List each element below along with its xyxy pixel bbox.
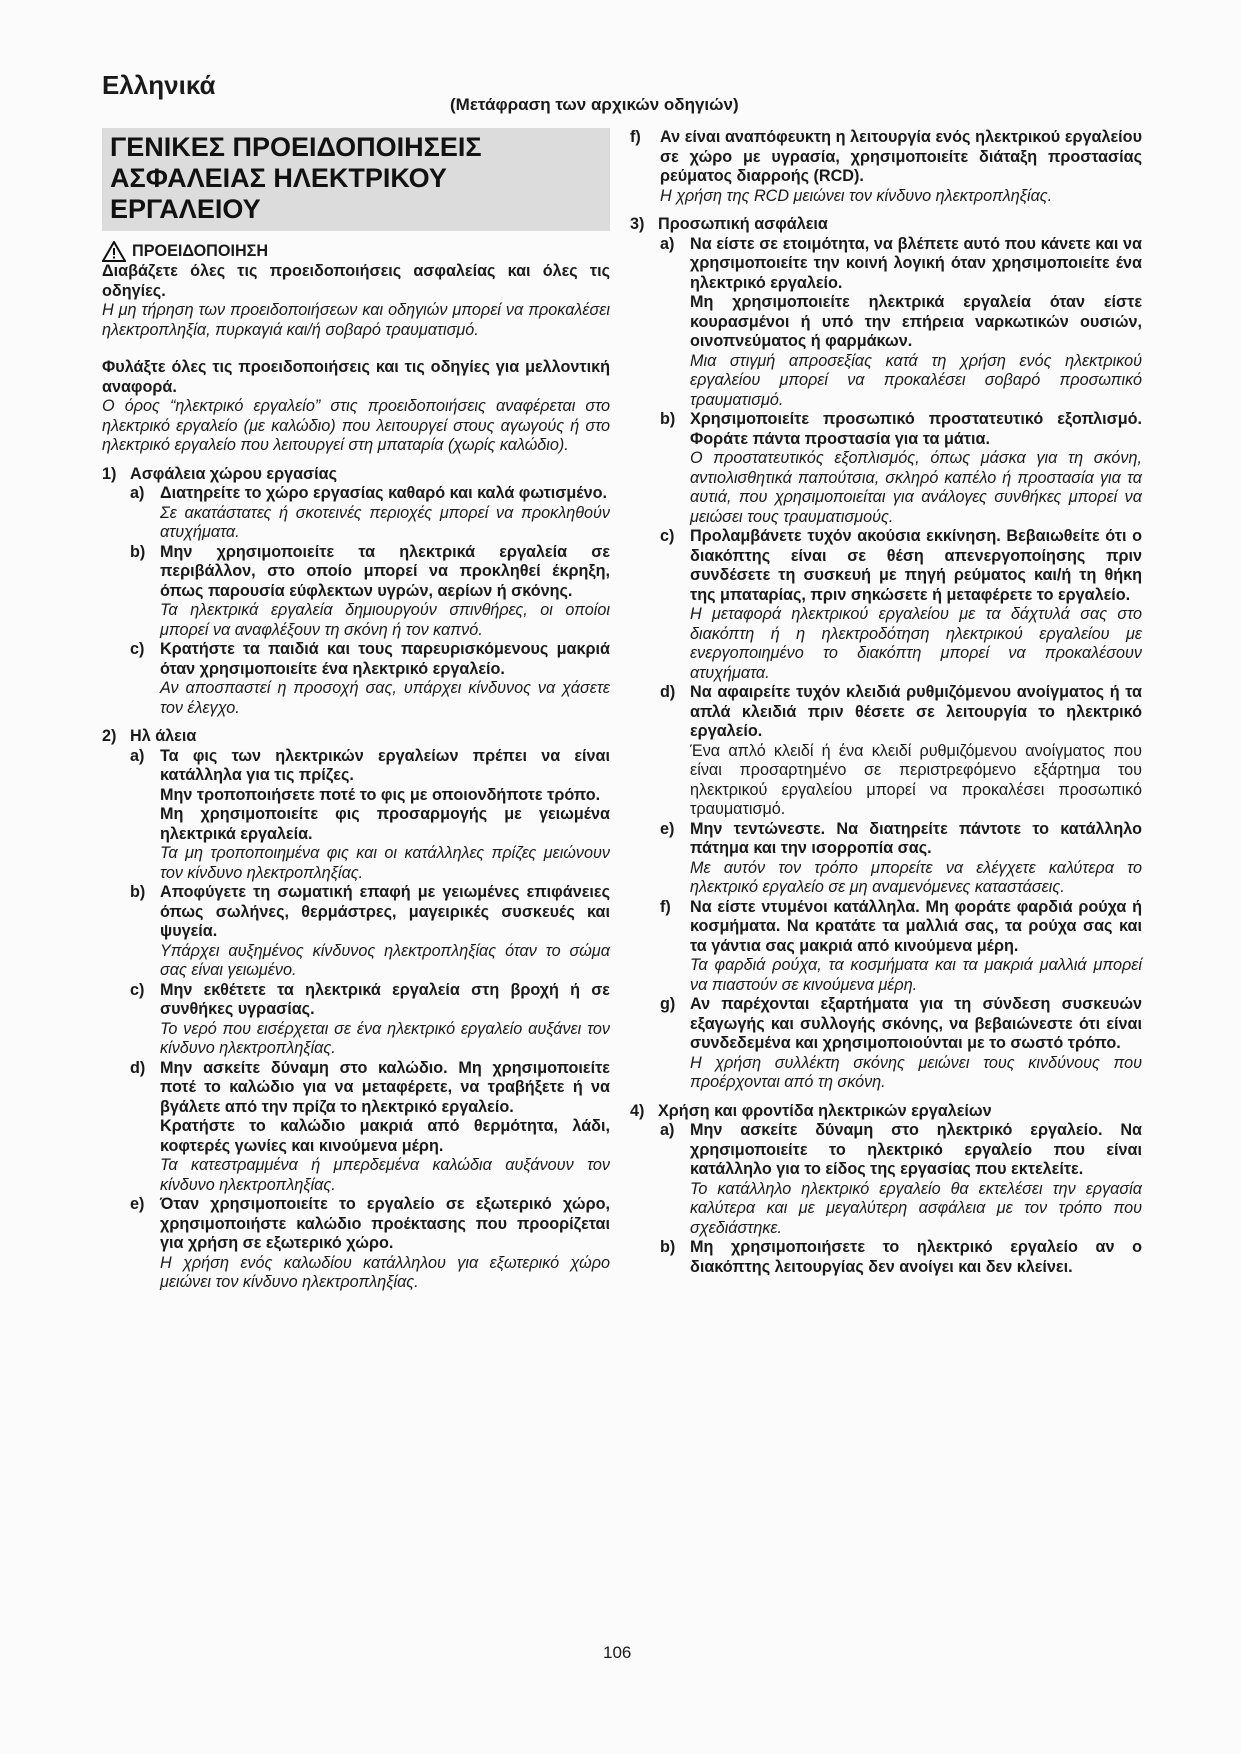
warning-heading (102, 241, 610, 262)
item-instruction: Να αφαιρείτε τυχόν κλειδιά ρυθμιζόμενου ανοίγματος ή τα απλά κλειδιά πριν θέσετε σε λειτουργία το ηλεκτρικό εργαλείο. (690, 683, 1142, 740)
item-label: f) (660, 897, 671, 916)
list-item (630, 683, 1142, 820)
item-explanation: Η χρήση συλλέκτη σκόνης μειώνει τους κινδύνους που προέρχονται από τη σκόνη. (690, 1053, 1142, 1091)
page-number: 106 (603, 1643, 632, 1662)
warning-keep-all: Φυλάξτε όλες τις προειδοποιήσεις και τις οδηγίες για μελλοντική αναφορά. (102, 358, 610, 396)
item-explanation: Η μεταφορά ηλεκτρικού εργαλείου με τα δάχτυλά σας στο διακόπτη ή η ηλεκτροδότηση ηλεκτρικού εργαλείου με ενεργοποιημένο το διακόπτη μπορεί να προκαλέσουν ατυχήματα. (690, 605, 1142, 682)
item-instruction: Τα φις των ηλεκτρικών εργαλείων πρέπει να είναι κατάλληλα για τις πρίζες. (160, 746, 610, 784)
item-instruction: Κρατήστε τα παιδιά και τους παρευρισκόμενους μακριά όταν χρησιμοποιείτε ένα ηλεκτρικό εργαλείο. (160, 640, 610, 678)
item-label: b) (130, 542, 146, 561)
item-instruction: Να είστε ντυμένοι κατάλληλα. Μη φοράτε φαρδιά ρούχα ή κοσμήματα. Να κρατάτε τα μαλλιά σας, τα ρούχα σας και τα γάντια σας μακριά από κινούμενα μέρη. (690, 897, 1142, 955)
item-explanation: Τα ηλεκτρικά εργαλεία δημιουργούν σπινθήρες, οι οποίοι μπορεί να αναφλέξουν τη σκόνη ή τον καπνό. (160, 601, 610, 639)
item-label: c) (660, 527, 675, 545)
item-explanation: Η χρήση ενός καλωδίου κατάλληλου για εξωτερικό χώρο μειώνει τον κίνδυνο ηλεκτροπληξίας. (160, 1253, 610, 1291)
item-instruction: Μη χρησιμοποιήσετε το ηλεκτρικό εργαλείο αν ο διακόπτης λειτουργίας δεν ανοίγει και δεν κλείνει. (690, 1238, 1142, 1276)
warning-consequence: Η μη τήρηση των προειδοποιήσεων και οδηγιών μπορεί να προκαλέσει ηλεκτροπληξία, πυρκαγιά και/ή σοβαρό τραυματισμό. (102, 301, 610, 339)
item-instruction: Διατηρείτε το χώρο εργασίας καθαρό και καλά φωτισμένο. (160, 484, 607, 502)
item-instruction: Αν είναι αναπόφευκτη η λειτουργία ενός ηλεκτρικού εργαλείου σε χώρο με υγρασία, χρησιμοποιείτε διάταξη προστασίας ρεύματος διαρροής (RCD). (660, 128, 1142, 185)
warning-term-definition: Ο όρος “ηλεκτρικό εργαλείο” στις προειδοποιήσεις αναφέρεται στο ηλεκτρικό εργαλείο (με καλώδιο) που λειτουργεί στους αγωγούς ή στο ηλεκτρικό εργαλείο που λειτουργεί στη μπαταρία (χωρίς καλώδιο). (102, 397, 610, 454)
item-label: d) (130, 1058, 146, 1077)
item-label: a) (660, 1121, 675, 1139)
item-label: g) (660, 995, 676, 1013)
item-instruction: Μη χρησιμοποιείτε φις προσαρμογής με γειωμένα ηλεκτρικά εργαλεία. (160, 805, 610, 843)
warning-triangle-icon (102, 241, 126, 262)
section-number: 1) (102, 464, 117, 483)
list-item (630, 898, 1142, 996)
list-item (102, 883, 610, 981)
section-title: ΓΕΝΙΚΕΣ ΠΡΟΕΙΔΟΠΟΙΗΣΕΙΣ ΑΣΦΑΛΕΙΑΣ ΗΛΕΚΤΡΙΚΟΥ ΕΡΓΑΛΕΙΟΥ (110, 132, 482, 224)
list-item (102, 981, 610, 1059)
item-instruction: Μην χρησιμοποιείτε τα ηλεκτρικά εργαλεία σε περιβάλλον, στο οποίο μπορεί να προκληθεί έκρηξη, όπως παρουσία εύφλεκτων υγρών, αερίων ή σκόνης. (160, 542, 610, 600)
item-label: b) (130, 883, 146, 901)
section-number: 2) (102, 727, 117, 745)
language-title: Ελληνικά (102, 70, 216, 100)
item-explanation: Υπάρχει αυξημένος κίνδυνος ηλεκτροπληξίας όταν το σώμα σας είναι γειωμένο. (160, 941, 610, 979)
item-instruction: Μην εκθέτετε τα ηλεκτρικά εργαλεία στη βροχή ή σε συνθήκες υγρασίας. (160, 980, 610, 1018)
item-label: a) (660, 234, 675, 253)
section-title-box (102, 128, 610, 231)
section-title: Προσωπική ασφάλεια (658, 215, 828, 233)
list-item (630, 410, 1142, 527)
item-explanation: Μια στιγμή απροσεξίας κατά τη χρήση ενός ηλεκτρικού εργαλείου μπορεί να προκαλέσει σοβαρό προσωπικό τραυματισμό. (690, 351, 1142, 409)
list-item (102, 1059, 610, 1196)
section-title: Χρήση και φροντίδα ηλεκτρικών εργαλείων (658, 1101, 992, 1120)
item-instruction: Χρησιμοποιείτε προσωπικό προστατευτικό εξοπλισμό. Φοράτε πάντα προστασία για τα μάτια. (690, 410, 1142, 448)
item-instruction: Κρατήστε το καλώδιο μακριά από θερμότητα, λάδι, κοφτερές γωνίες και κινούμενα μέρη. (160, 1117, 610, 1155)
section-number: 4) (630, 1101, 645, 1120)
section-2-heading (102, 727, 610, 747)
section-1-heading (102, 465, 610, 485)
item-explanation: Το κατάλληλο ηλεκτρικό εργαλείο θα εκτελέσει την εργασία καλύτερα και με μεγαλύτερη ασφάλεια με τον τρόπο που σχεδιάστηκε. (690, 1179, 1142, 1237)
list-item (630, 820, 1142, 898)
item-instruction: Αποφύγετε τη σωματική επαφή με γειωμένες επιφάνειες όπως σωλήνες, θερμάστρες, μαγειρικές συσκευές και ψυγεία. (160, 883, 610, 940)
list-item (102, 640, 610, 718)
list-item (102, 484, 610, 543)
list-item (630, 1238, 1142, 1277)
item-explanation: Αν αποσπαστεί η προσοχή σας, υπάρχει κίνδυνος να χάσετε τον έλεγχο. (160, 679, 610, 717)
item-instruction: Να είστε σε ετοιμότητα, να βλέπετε αυτό που κάνετε και να χρησιμοποιείτε την κοινή λογική όταν χρησιμοποιείτε ένα ηλεκτρικό εργαλείο. (690, 234, 1142, 292)
list-item (630, 995, 1142, 1093)
warning-label: ΠΡΟΕΙΔΟΠΟΙΗΣΗ (132, 241, 269, 260)
list-item (102, 747, 610, 884)
item-label: b) (660, 410, 676, 428)
list-item (630, 235, 1142, 411)
item-label: d) (660, 683, 676, 701)
item-explanation: Ένα απλό κλειδί ή ένα κλειδί ρυθμιζόμενου ανοίγματος που είναι προσαρτημένο σε περιστρεφόμενο εξάρτημα του ηλεκτρικού εργαλείου μπορεί να προκαλέσει προσωπικό τραυματισμό. (690, 741, 1142, 818)
list-item (630, 527, 1142, 683)
item-instruction: Μην ασκείτε δύναμη στο καλώδιο. Μη χρησιμοποιείτε ποτέ το καλώδιο για να μεταφέρετε, να τραβήξετε ή να βγάλετε από την πρίζα το ηλεκτρικό εργαλείο. (160, 1058, 610, 1116)
list-item (102, 543, 610, 641)
section-title: Ηλ άλεια (130, 727, 197, 745)
item-explanation: Η χρήση της RCD μειώνει τον κίνδυνο ηλεκτροπληξίας. (660, 186, 1053, 205)
item-label: c) (130, 980, 145, 999)
item-instruction: Μην τροποποιήσετε ποτέ το φις με οποιονδήποτε τρόπο. (160, 785, 601, 804)
item-instruction: Μην τεντώνεστε. Να διατηρείτε πάντοτε το κατάλληλο πάτημα και την ισορροπία σας. (690, 819, 1142, 857)
section-3-heading (630, 215, 1142, 235)
item-label: e) (660, 819, 675, 838)
item-instruction: Προλαμβάνετε τυχόν ακούσια εκκίνηση. Βεβαιωθείτε ότι ο διακόπτης είναι σε θέση απενεργοποίησης πριν συνδέσετε τη συσκευή με πηγή ρεύματος και/ή τη θήκη της μπαταρίας, πριν σηκώσετε ή μεταφέρετε το εργαλείο. (690, 527, 1142, 604)
item-label: c) (130, 640, 145, 658)
item-explanation: Με αυτόν τον τρόπο μπορείτε να ελέγχετε καλύτερα το ηλεκτρικό εργαλείο σε μη αναμενόμενες καταστάσεις. (690, 858, 1142, 896)
left-column (102, 128, 610, 1293)
section-title: Ασφάλεια χώρου εργασίας (130, 464, 337, 483)
warning-read-all: Διαβάζετε όλες τις προειδοποιήσεις ασφαλείας και όλες τις οδηγίες. (102, 262, 610, 300)
item-label: b) (660, 1238, 676, 1256)
item-instruction: Μην ασκείτε δύναμη στο ηλεκτρικό εργαλείο. Να χρησιμοποιείτε το ηλεκτρικό εργαλείο που είναι κατάλληλο για το είδος της εργασίας που εκτελείτε. (690, 1121, 1142, 1178)
item-explanation: Τα κατεστραμμένα ή μπερδεμένα καλώδια αυξάνουν τον κίνδυνο ηλεκτροπληξίας. (160, 1156, 610, 1194)
item-explanation: Τα φαρδιά ρούχα, τα κοσμήματα και τα μακριά μαλλιά μπορεί να πιαστούν σε κινούμενα μέρη. (690, 956, 1142, 994)
item-instruction: Μη χρησιμοποιείτε ηλεκτρικά εργαλεία όταν είστε κουρασμένοι ή υπό την επήρεια ναρκωτικών ουσιών, οινοπνεύματος ή φαρμάκων. (690, 293, 1142, 350)
item-label: f) (630, 128, 641, 146)
right-column (630, 128, 1142, 1277)
item-explanation: Ο προστατευτικός εξοπλισμός, όπως μάσκα για τη σκόνη, αντιολισθητικά παπούτσια, σκληρό καπέλο ή προστασία για τα αυτιά, που χρησιμοποιείται για ανάλογες συνθήκες μπορεί να μειώσει τους τραυματισμούς. (690, 449, 1142, 526)
item-instruction: Όταν χρησιμοποιείτε το εργαλείο σε εξωτερικό χώρο, χρησιμοποιήστε καλώδιο προέκτασης που προορίζεται για χρήση σε εξωτερικό χώρο. (160, 1195, 610, 1252)
translation-subtitle: (Μετάφραση των αρχικών οδηγιών) (450, 95, 739, 114)
item-explanation: Το νερό που εισέρχεται σε ένα ηλεκτρικό εργαλείο αυξάνει τον κίνδυνο ηλεκτροπληξίας. (160, 1019, 610, 1057)
list-item (630, 128, 1142, 206)
item-label: a) (130, 484, 145, 502)
section-number: 3) (630, 215, 645, 233)
item-explanation: Σε ακατάστατες ή σκοτεινές περιοχές μπορεί να προκληθούν ατυχήματα. (160, 503, 610, 541)
item-instruction: Αν παρέχονται εξαρτήματα για τη σύνδεση συσκευών εξαγωγής και συλλογής σκόνης, να βεβαιώνεστε ότι είναι συνδεδεμένα και χρησιμοποιούνται με το σωστό τρόπο. (690, 995, 1142, 1052)
list-item (630, 1121, 1142, 1238)
item-label: e) (130, 1195, 145, 1213)
item-explanation: Τα μη τροποποιημένα φις και οι κατάλληλες πρίζες μειώνουν τον κίνδυνο ηλεκτροπληξίας. (160, 844, 610, 882)
item-label: a) (130, 746, 145, 765)
list-item (102, 1195, 610, 1293)
section-4-heading (630, 1102, 1142, 1122)
